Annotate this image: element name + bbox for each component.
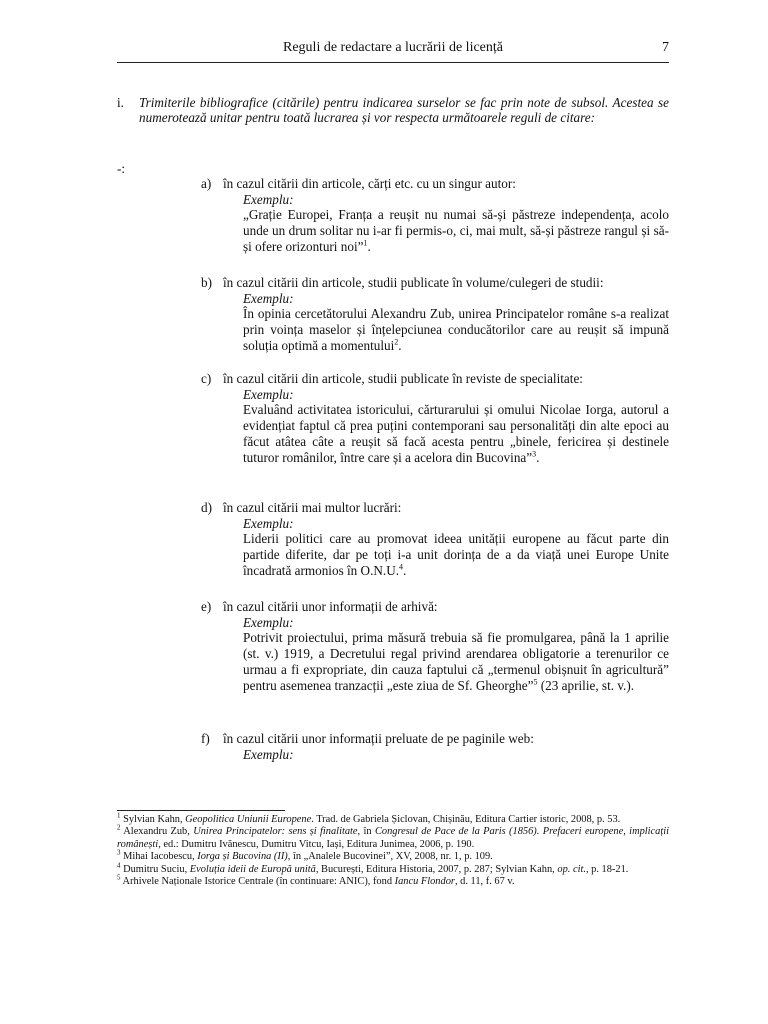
example-label: Exemplu: xyxy=(243,614,294,630)
rule-label: în cazul citării din articole, studii publicate în volume/culegeri de studii: xyxy=(223,275,604,290)
footnote-ref[interactable]: 5 xyxy=(533,677,538,687)
example-text: Liderii politici care au promovat ideea unității europene au făcut parte din partide diferite, dar pe toți i-a unit dorința de a da viață unei Europe Unite încadrată armonios în O.N.U.$^4$. xyxy=(243,531,669,578)
rule-letter: a) xyxy=(201,176,212,191)
rule-letter: e) xyxy=(201,599,212,614)
footnote-4: $^4$ Dumitru Suciu, Evoluția ideii de Europă unită, București, Editura Historia, 2007, p. 287; Sylvian Kahn, op. cit., p. 18-21. xyxy=(117,861,629,875)
list-dash: -: xyxy=(117,161,126,176)
rule-letter: d) xyxy=(201,500,212,515)
rule-label: în cazul citării unor informații de arhivă: xyxy=(223,599,438,614)
example-text: În opinia cercetătorului Alexandru Zub, unirea Principatelor române s-a realizat prin voința maselor și înțelepciunea conducătorilor care au reușit să impună soluția optimă a momentului$^2$. xyxy=(243,306,669,353)
footnote-ref[interactable]: 2 xyxy=(394,337,399,347)
footnotes xyxy=(117,811,670,888)
example-label: Exemplu: xyxy=(243,290,294,306)
example-label: Exemplu: xyxy=(243,386,294,402)
example-label: Exemplu: xyxy=(243,746,294,762)
rule-letter: f) xyxy=(201,731,210,746)
intro-marker: i. xyxy=(117,95,124,110)
citation-rule-f xyxy=(201,731,669,762)
citation-rule-e xyxy=(201,599,669,693)
footnote-ref[interactable]: 1 xyxy=(363,238,368,248)
example-text: „Grație Europei, Franța a reușit nu numai să-și păstreze independența, acolo unde un drum solitar nu i-ar fi permis-o, ci, mai mult, să-și păstreze rangul și să-și ofere orizonturi noi”$^1$. xyxy=(243,207,669,254)
header-title: Reguli de redactare a lucrării de licență xyxy=(283,40,503,55)
intro-text: Trimiterile bibliografice (citările) pentru indicarea surselor se fac prin note de subsol. Acestea se numerotează unitar pentru toată lucrarea și vor respecta următoarele reguli de citare: xyxy=(139,95,669,125)
footnote-1: $^1$ Sylvian Kahn, Geopolitica Uniunii Europene. Trad. de Gabriela Șiclovan, Chișinău, Editura Cartier istoric, 2008, p. 53. xyxy=(117,811,621,825)
footnote-2: $^2$ Alexandru Zub, Unirea Principatelor: sens și finalitate, în Congresul de Pace de la Paris (1856). Prefaceri europene, implicații românești, ed.: Dumitru Ivănescu, Dumitru Vitcu, Iași, Editura Junimea, 2006, p. 190. xyxy=(117,823,670,850)
footnote-5: $^5$ Arhivele Naționale Istorice Centrale (în continuare: ANIC), fond Iancu Flondor, d. 11, f. 67 v. xyxy=(117,873,515,888)
citation-rule-a xyxy=(201,176,669,255)
page-number: 7 xyxy=(662,40,669,55)
rule-label: în cazul citării din articole, cărți etc. cu un singur autor: xyxy=(223,176,516,191)
rule-label: în cazul citării unor informații preluate de pe paginile web: xyxy=(223,731,534,746)
footnote-ref[interactable]: 3 xyxy=(532,449,537,459)
footnote-ref[interactable]: 4 xyxy=(399,562,404,572)
footnote-3: $^3$ Mihai Iacobescu, Iorga și Bucovina (II), în „Analele Bucovinei”, XV, 2008, nr. 1, p. 109. xyxy=(117,848,493,863)
citation-rule-d xyxy=(201,500,669,579)
rule-label: în cazul citării din articole, studii publicate în reviste de specialitate: xyxy=(223,371,583,386)
footnote-separator xyxy=(117,810,285,811)
rule-letter: b) xyxy=(201,275,212,290)
rule-label: în cazul citării mai multor lucrări: xyxy=(223,500,402,515)
example-text: Potrivit proiectului, prima măsură trebuia să fie promulgarea, până la 1 aprilie (st. v.) 1919, a Decretului regal privind arendarea obligatorie a terenurilor ce urmau a fi expropriate, din cauza faptului că „termenul obișnuit în agricultură” pentru asemenea tranzacții „este ziua de Sf. Gheorghe”$^5$ (23 aprilie, st. v.). xyxy=(243,630,669,693)
example-label: Exemplu: xyxy=(243,191,294,207)
running-header xyxy=(117,38,669,63)
intro-paragraph xyxy=(117,95,669,125)
example-label: Exemplu: xyxy=(243,515,294,531)
citation-rule-b xyxy=(201,275,669,354)
citation-rule-c xyxy=(201,371,669,465)
rule-letter: c) xyxy=(201,371,212,386)
example-text: Evaluând activitatea istoricului, cărturarului și omului Nicolae Iorga, autorul a evidențiat faptul că prea puțini contemporani sau personalități din alte epoci au făcut atâtea câte a reușit să facă acesta pentru „binele, fericirea și destinele tuturor românilor, între care și a acelora din Bucovina”$^3$. xyxy=(243,402,669,465)
